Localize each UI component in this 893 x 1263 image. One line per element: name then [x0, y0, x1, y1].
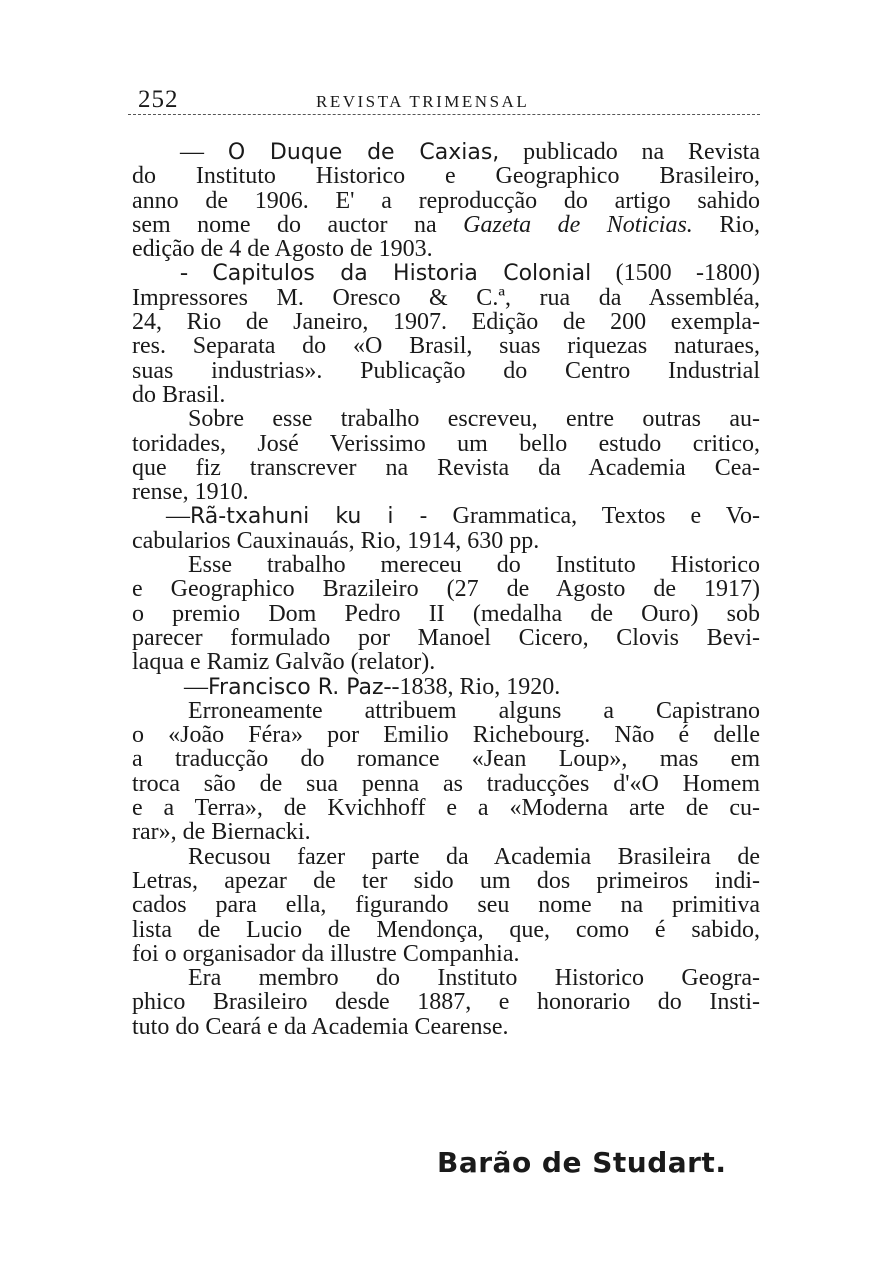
text-line: Impressores M. Oresco & C.ª, rua da Assembléa, [132, 284, 760, 311]
text-line: res. Separata do «O Brasil, suas riquezas naturaes, [132, 333, 760, 360]
text-line: parecer formulado por Manoel Cicero, Clovis Bevi- [132, 624, 760, 651]
journal-title: REVISTA TRIMENSAL [316, 92, 530, 111]
entry-title: Capitulos da Historia Colonial [212, 261, 592, 287]
text-line: Era membro do Instituto Historico Geogra- [188, 965, 760, 992]
text-line: e Geographico Brazileiro (27 de Agosto de 1917) [132, 576, 760, 603]
text-line: Letras, apezar de ter sido um dos primeiros indi- [132, 867, 760, 894]
text-line: cados para ella, figurando seu nome na primitiva [132, 892, 760, 919]
text-line: rense, 1910. [132, 479, 249, 506]
entry-ra-txahuni-line-1: —Rã-txahuni ku i - Grammatica, Textos e Vo- [166, 503, 760, 530]
text-line: o premio Dom Pedro II (medalha de Ouro) sob [132, 600, 760, 627]
text-line: anno de 1906. E' a reproducção do artigo sahido [132, 187, 760, 214]
text-line: a traducção do romance «Jean Loup», mas em [132, 746, 760, 773]
text-line: Erroneamente attribuem alguns a Capistrano [188, 697, 760, 724]
entry-francisco-paz-line-1: —Francisco R. Paz--1838, Rio, 1920. [184, 673, 561, 700]
text-line: foi o organisador da illustre Companhia. [132, 940, 520, 967]
text-line: do Instituto Historico e Geographico Brasileiro, [132, 163, 760, 190]
text-line: laqua e Ramiz Galvão (relator). [132, 649, 436, 676]
body-text [132, 140, 760, 1039]
running-header [128, 82, 760, 118]
entry-title: Francisco R. Paz [208, 674, 384, 700]
text-line: 24, Rio de Janeiro, 1907. Edição de 200 exempla- [132, 309, 760, 336]
page-number: 252 [138, 86, 179, 113]
entry-capitulos-line-1: - Capitulos da Historia Colonial (1500 -1800) [180, 260, 760, 287]
header-rule [128, 114, 760, 115]
text-line: suas industrias». Publicação do Centro Industrial [132, 357, 760, 384]
text-line: Esse trabalho mereceu do Instituto Historico [188, 552, 760, 579]
text-line: do Brasil. [132, 381, 226, 408]
text-line: toridades, José Verissimo um bello estudo critico, [132, 430, 760, 457]
text-line: troca são de sua penna as traducções d'«O Homem [132, 770, 760, 797]
text-line: phico Brasileiro desde 1887, e honorario do Insti- [132, 989, 760, 1016]
text-line: e a Terra», de Kvichhoff e a «Moderna arte de cu- [132, 795, 760, 822]
entry-title: O Duque de Caxias, [227, 140, 500, 165]
text-line: Recusou fazer parte da Academia Brasileira de [188, 843, 760, 870]
text-line: cabularios Cauxinauás, Rio, 1914, 630 pp. [132, 527, 540, 554]
text-line: sem nome do auctor na Gazeta de Noticias. Rio, [132, 211, 760, 238]
text-line: tuto do Ceará e da Academia Cearense. [132, 1013, 509, 1040]
entry-title: Rã-txahuni ku i - [190, 504, 428, 530]
text-line: rar», de Biernacki. [132, 819, 311, 846]
text-line: Sobre esse trabalho escreveu, entre outras au- [188, 406, 760, 433]
text-line: que fiz transcrever na Revista da Academia Cea- [132, 454, 760, 481]
entry-duque-de-caxias-line-1: — O Duque de Caxias, publicado na Revista [180, 139, 760, 165]
text-line: o «João Féra» por Emilio Richebourg. Não é delle [132, 722, 760, 749]
text-line: edição de 4 de Agosto de 1903. [132, 236, 433, 263]
newspaper-title: Gazeta de Noticias. [463, 211, 693, 238]
author-signature: Barão de Studart. [437, 1146, 727, 1179]
text-line: lista de Lucio de Mendonça, que, como é sabido, [132, 916, 760, 943]
